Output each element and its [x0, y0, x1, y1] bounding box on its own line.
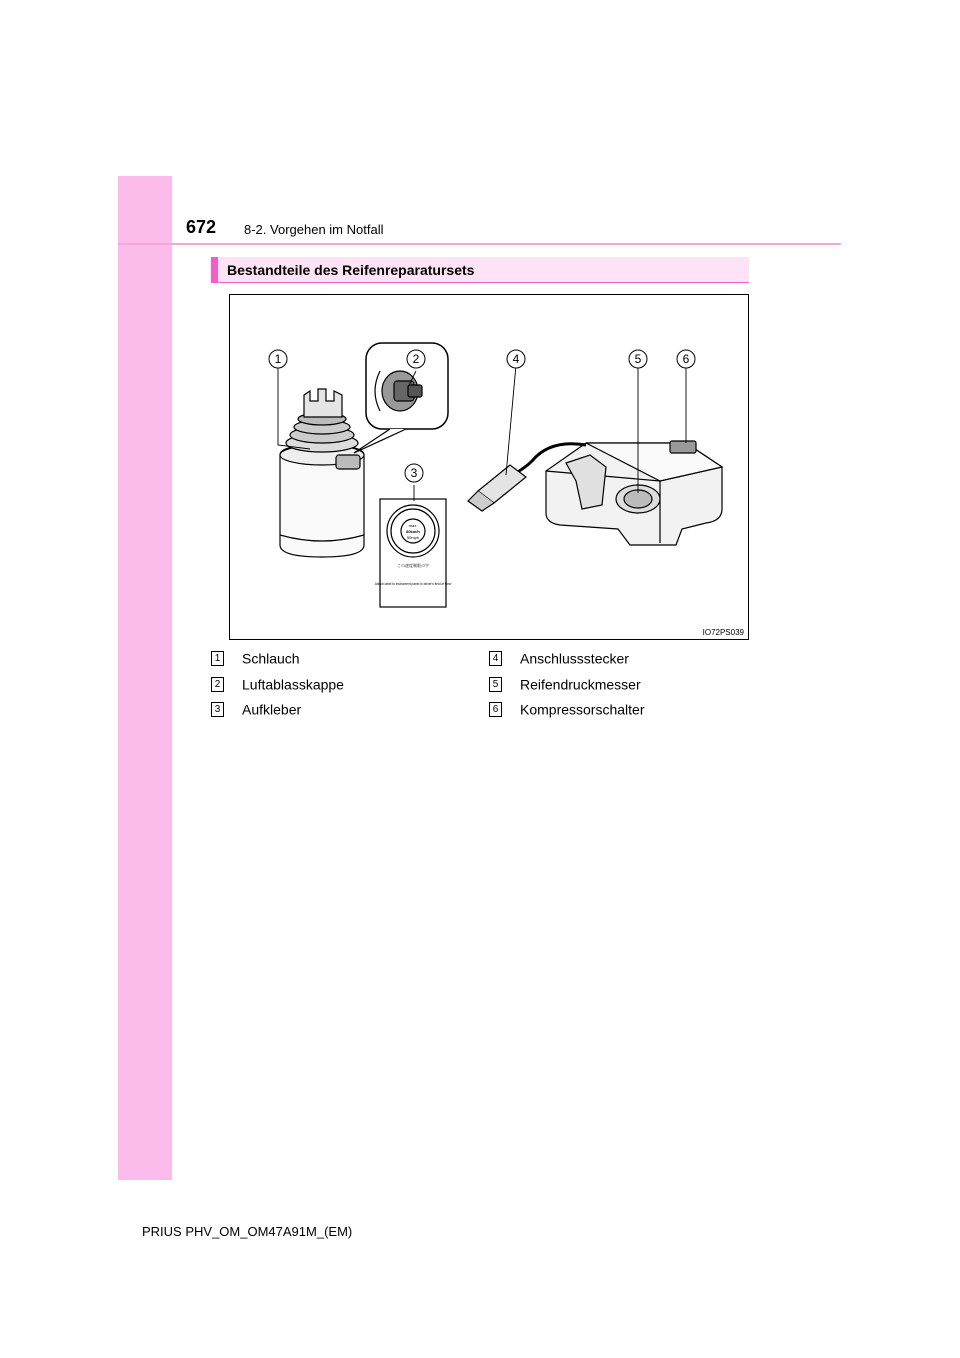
sticker-en-note: Attach label to instrument panel in driver's field of view [374, 582, 452, 586]
sticker-jp-note: この速度制限の字 [397, 563, 429, 568]
section-title: 8-2. Vorgehen im Notfall [244, 222, 384, 237]
callout-5-label: 5 [634, 352, 642, 366]
sticker-speed-mph: 50mph [406, 535, 420, 540]
legend-number: 4 [489, 651, 502, 666]
legend-label: Schlauch [242, 650, 300, 667]
heading-accent-bar [211, 257, 218, 283]
callout-6-label: 6 [682, 352, 690, 366]
heading-text: Bestandteile des Reifenreparatursets [227, 262, 475, 278]
legend-label: Kompressorschalter [520, 701, 645, 718]
figure-code: IO72PS039 [702, 628, 744, 637]
legend-label: Reifendruckmesser [520, 676, 641, 693]
sticker-speed-kmh: 80km/h [406, 529, 420, 534]
section-heading [211, 257, 749, 283]
legend-label: Aufkleber [242, 701, 302, 718]
callout-4-label: 4 [512, 352, 520, 366]
legend-number: 1 [211, 651, 224, 666]
side-color-strip [118, 176, 172, 1180]
repair-kit-drawing [230, 295, 748, 639]
compressor-switch [670, 441, 696, 453]
heading-underline [211, 282, 749, 283]
legend-number: 5 [489, 677, 502, 692]
callout-1-label: 1 [274, 352, 282, 366]
legend-label: Luftablasskappe [242, 676, 344, 693]
document-footer: PRIUS PHV_OM_OM47A91M_(EM) [142, 1224, 353, 1239]
legend-number: 6 [489, 702, 502, 717]
legend-item [211, 700, 301, 716]
legend-number: 2 [211, 677, 224, 692]
legend-item [489, 649, 629, 665]
page-number: 672 [186, 217, 217, 237]
callout-3-label: 3 [410, 466, 418, 480]
legend-label: Anschlussstecker [520, 650, 629, 667]
legend-item [211, 675, 344, 691]
callout-2-label: 2 [412, 352, 420, 366]
legend-item [489, 700, 645, 716]
legend-number: 3 [211, 702, 224, 717]
sticker-speed-max: max. [408, 523, 418, 528]
legend-item [489, 675, 641, 691]
legend-item [211, 649, 300, 665]
header-divider [118, 243, 841, 245]
repair-kit-illustration [229, 294, 749, 640]
